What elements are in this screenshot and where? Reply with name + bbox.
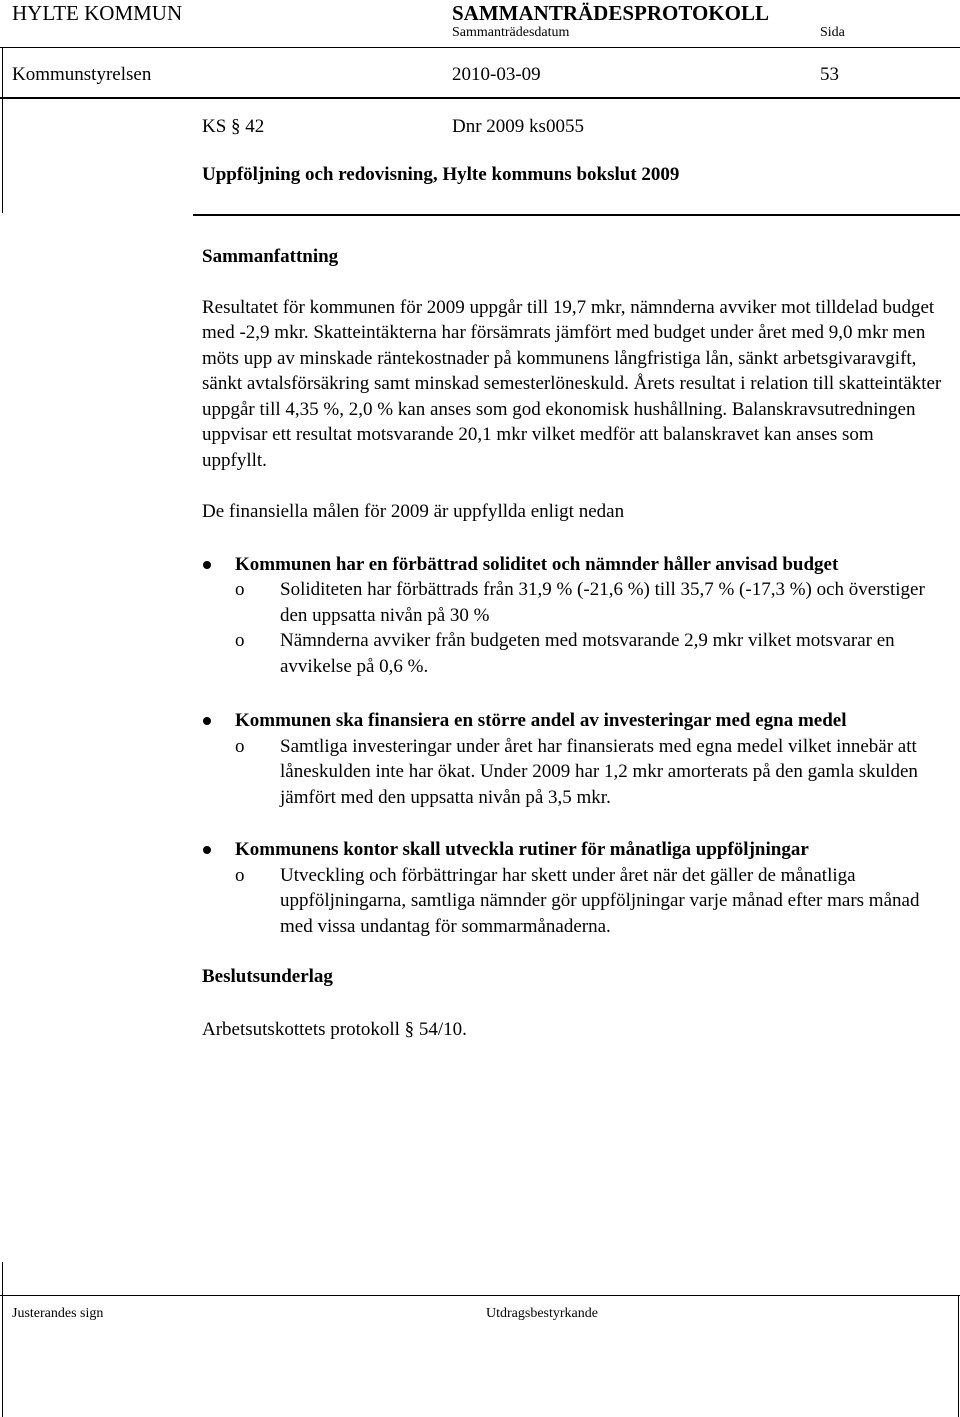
document-type: SAMMANTRÄDESPROTOKOLL (452, 1, 769, 25)
goal-title: Kommunens kontor skall utveckla rutiner för månatliga uppföljningar (235, 839, 809, 860)
goal-item (202, 708, 954, 810)
main-content (202, 244, 954, 1042)
goal-subitem-text: Utveckling och förbättringar har skett under året när det gäller de månatliga uppföljningarna, samtliga nämnder gör uppföljningar varje månad efter mars månad med vissa undantag för sommarmånaderna. (280, 864, 920, 937)
meeting-date: 2010-03-09 (452, 64, 541, 85)
page-label: Sida (820, 25, 845, 40)
goal-item (202, 837, 954, 939)
case-title: Uppföljning och redovisning, Hylte kommuns bokslut 2009 (202, 164, 680, 185)
municipality-name: HYLTE KOMMUN (12, 1, 183, 25)
bullet-icon (203, 846, 211, 854)
summary-text: Resultatet för kommunen för 2009 uppgår till 19,7 mkr, nämnderna avviker mot tilldelad budget med -2,9 mkr. Skatteintäkterna har försämrats jämfört med budget under året med 9,0 mkr men möts upp av minskade räntekostnader på kommunens långfristiga lån, sänkt arbetsgivaravgift, sänkt avtalsförsäkring samt minskad semesterlöneskuld. Årets resultat i relation till skatteintäkter uppgår till 4,35 %, 2,0 % kan anses som god ekonomisk hushållning. Balanskravsutredningen uppvisar ett resultat motsvarande 20,1 mkr vilket medför att balanskravet kan anses som uppfyllt. (202, 296, 942, 471)
circle-bullet-icon: o (235, 864, 245, 886)
basis-text: Arbetsutskottets protokoll § 54/10. (202, 1018, 467, 1040)
goal-subitem (202, 734, 954, 811)
header-bottom-rule (0, 97, 960, 99)
justify-sign-label: Justerandes sign (12, 1306, 104, 1321)
goals-intro: De finansiella målen för 2009 är uppfyllda enligt nedan (202, 501, 625, 522)
goal-subitem (202, 628, 954, 679)
registration-number: Dnr 2009 ks0055 (452, 116, 584, 137)
goal-title: Kommunen ska finansiera en större andel av investeringar med egna medel (235, 710, 847, 731)
summary-heading: Sammanfattning (202, 246, 339, 267)
goal-subitem (202, 863, 954, 940)
left-frame-line-bottom (2, 1262, 3, 1417)
goal-subitem (202, 577, 954, 628)
goal-item (202, 552, 954, 680)
right-frame-line-bottom (958, 1296, 959, 1417)
goal-subitem-text: Nämnderna avviker från budgeten med motsvarande 2,9 mkr vilket motsvarar en avvikelse på 0,6 %. (280, 630, 895, 677)
left-frame-line-top (2, 48, 3, 213)
bullet-icon (203, 561, 211, 569)
goals-list (202, 552, 954, 940)
bullet-icon (203, 717, 211, 725)
basis-heading: Beslutsunderlag (202, 966, 333, 987)
goal-sublist (235, 734, 954, 811)
case-reference: KS § 42 (202, 116, 265, 137)
goal-subitem-text: Soliditeten har förbättrads från 31,9 % (-21,6 %) till 35,7 % (-17,3 %) och överstiger den uppsatta nivån på 30 % (280, 579, 925, 626)
goal-sublist (235, 577, 954, 679)
goal-subitem-text: Samtliga investeringar under året har finansierats med egna medel vilket innebär att låneskulden inte har ökat. Under 2009 har 1,2 mkr amorterats på den gamla skulden jämfört med den uppsatta nivån på 3,5 mkr. (280, 735, 918, 808)
page-number: 53 (820, 64, 839, 85)
circle-bullet-icon: o (235, 630, 245, 651)
committee-name: Kommunstyrelsen (12, 64, 152, 85)
goal-title: Kommunen har en förbättrad soliditet och nämnder håller anvisad budget (235, 553, 839, 575)
circle-bullet-icon: o (235, 579, 245, 600)
case-title-rule (193, 214, 960, 216)
circle-bullet-icon: o (235, 735, 245, 757)
header-divider (0, 47, 960, 48)
footer-divider (0, 1295, 960, 1296)
goal-sublist (235, 863, 954, 940)
date-label: Sammanträdesdatum (452, 25, 570, 40)
extract-certification-label: Utdragsbestyrkande (486, 1306, 598, 1321)
